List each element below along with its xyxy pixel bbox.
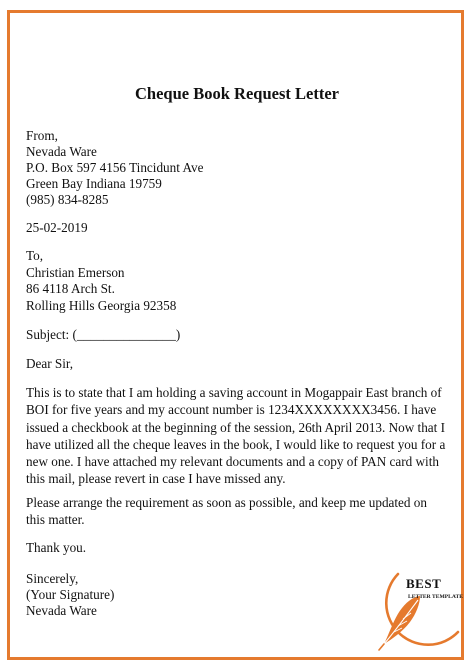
recipient-address-line-1: 86 4118 Arch St.	[26, 281, 115, 296]
subject-line: Subject: (_______________)	[26, 327, 181, 342]
recipient-name: Christian Emerson	[26, 265, 125, 280]
body-paragraph-1: This is to state that I am holding a saving account in Mogappair East branch of BOI for five years and my account number is 1234XXXXXXXX3456. I have issued a checkbook at the beginning of the session, 26th April 2013. Now that I have utilized all the cheque leaves in the book, I would like to request you for a new one. I have attached my relevant documents and a copy of PAN card with this mail, please revert in case I have missed any.	[26, 385, 446, 487]
body-paragraph-2: Please arrange the requirement as soon as possible, and keep me updated on this matter.	[26, 495, 427, 528]
sender-address-line-1: P.O. Box 597 4156 Tincidunt Ave	[26, 160, 204, 175]
letter-title: Cheque Book Request Letter	[135, 84, 339, 103]
sender-address-line-2: Green Bay Indiana 19759	[26, 176, 162, 191]
sender-phone: (985) 834-8285	[26, 192, 109, 207]
letter-date: 25-02-2019	[26, 220, 88, 235]
closing-name: Nevada Ware	[26, 603, 97, 618]
recipient-address-line-2: Rolling Hills Georgia 92358	[26, 298, 177, 313]
from-label: From,	[26, 128, 58, 143]
signature-placeholder: (Your Signature)	[26, 587, 115, 602]
logo-wordmark: BEST	[406, 576, 442, 591]
logo-subtitle: LETTER TEMPLATE	[408, 594, 463, 600]
to-label: To,	[26, 248, 44, 263]
closing-line: Sincerely,	[26, 571, 79, 586]
salutation: Dear Sir,	[26, 356, 74, 371]
thanks-line: Thank you.	[26, 540, 87, 555]
sender-name: Nevada Ware	[26, 144, 97, 159]
